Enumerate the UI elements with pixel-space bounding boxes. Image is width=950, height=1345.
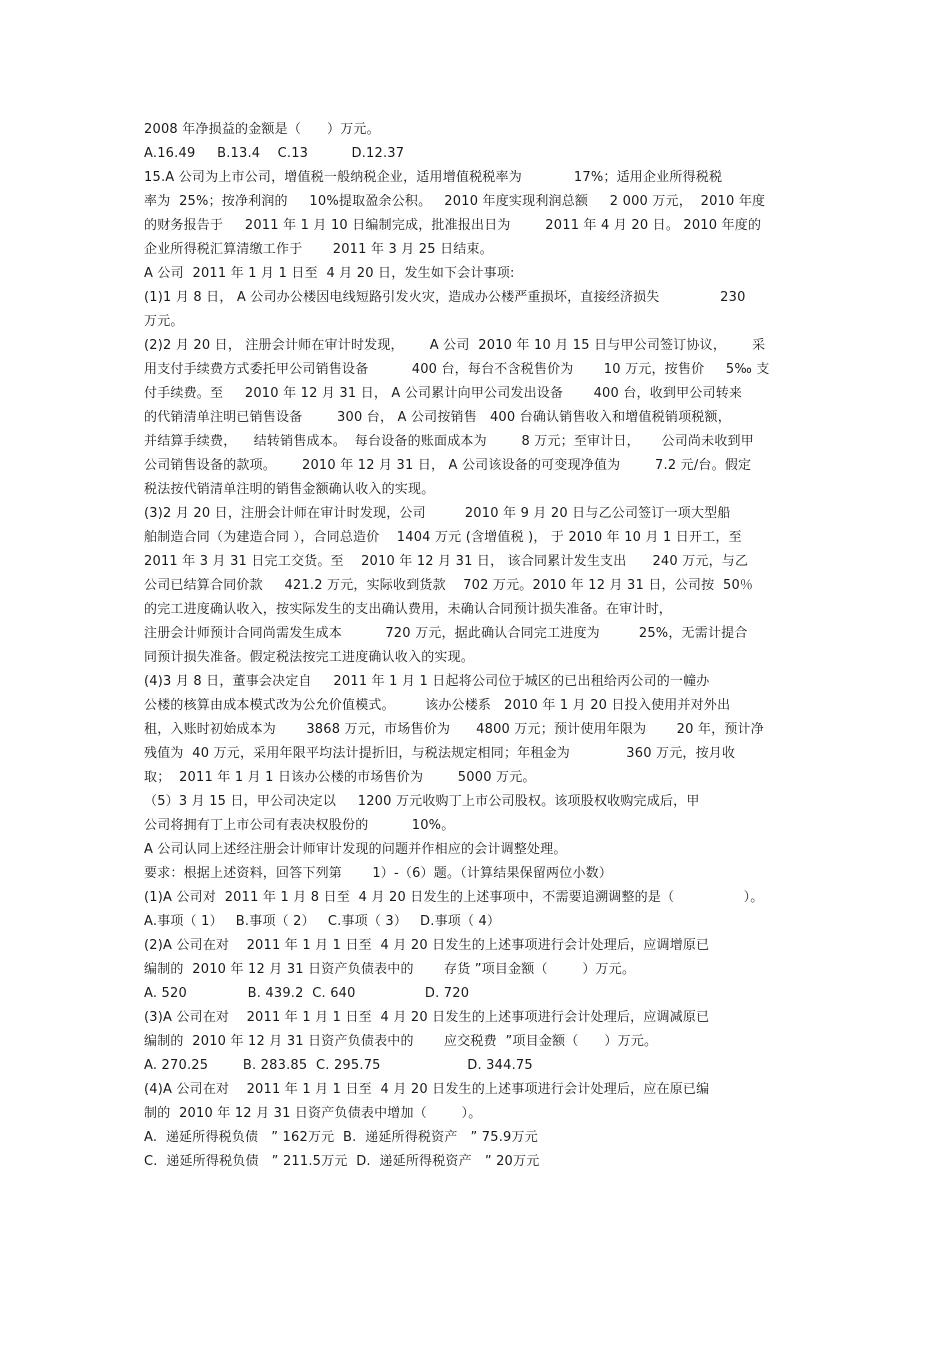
sub-question-4: 制的 2010 年 12 月 31 日资产负债表中增加（ ）。 xyxy=(144,1106,482,1121)
item-2-text: 用支付手续费方式委托甲公司销售设备 400 台，每台不含税售价为 10 万元，按售价 5‰ 支 xyxy=(144,362,770,377)
item-3-text: 公司已结算合同价款 421.2 万元，实际收到货款 702 万元。2010 年 12 月 31 日，公司按 50％ xyxy=(144,578,754,593)
document-body xyxy=(144,118,814,1174)
item-1-text: (1)1 月 8 日， A 公司办公楼因电线短路引发火灾，造成办公楼严重损坏，直接经济损失 230 xyxy=(144,290,746,305)
sub-question-3: (3)A 公司在对 2011 年 1 月 1 日至 4 月 20 日发生的上述事项进行会计处理后，应调减原已 xyxy=(144,1010,710,1025)
sub-question-2: (2)A 公司在对 2011 年 1 月 1 日至 4 月 20 日发生的上述事项进行会计处理后，应调增原已 xyxy=(144,938,710,953)
item-3-text: 同预计损失准备。假定税法按完工进度确认收入的实现。 xyxy=(144,650,475,665)
item-2-text: 的代销清单注明已销售设备 300 台， A 公司按销售 400 台确认销售收入和增值税销项税额， xyxy=(144,410,731,425)
item-2-text: 公司销售设备的款项。 2010 年 12 月 31 日， A 公司该设备的可变现净值为 7.2 元/台。假定 xyxy=(144,458,752,473)
sub-question-3: 编制的 2010 年 12 月 31 日资产负债表中的 应交税费 ”项目金额（ ）万元。 xyxy=(144,1034,658,1049)
item-3-text: (3)2 月 20 日，注册会计师在审计时发现，公司 2010 年 9 月 20 日与乙公司签订一项大型船 xyxy=(144,506,731,521)
text-line: A 公司认同上述经注册会计师审计发现的问题并作相应的会计调整处理。 xyxy=(144,842,567,857)
answer-options: A. 递延所得税负债 ” 162万元 B. 递延所得税资产 ” 75.9万元 xyxy=(144,1130,538,1145)
sub-question-2: 编制的 2010 年 12 月 31 日资产负债表中的 存货 ”项目金额（ ）万元。 xyxy=(144,962,636,977)
item-2-text: 并结算手续费， 结转销售成本。 每台设备的账面成本为 8 万元；至审计日， 公司尚未收到甲 xyxy=(144,434,754,449)
item-3-text: 注册会计师预计合同尚需发生成本 720 万元，据此确认合同完工进度为 25%，无需计提合 xyxy=(144,626,748,641)
question-text: 15.A 公司为上市公司，增值税一般纳税企业，适用增值税税率为 17%；适用企业所得税税 xyxy=(144,170,723,185)
text-line: A 公司 2011 年 1 月 1 日至 4 月 20 日，发生如下会计事项: xyxy=(144,266,515,281)
item-1-text: 万元。 xyxy=(144,314,184,329)
text-line: 2008 年净损益的金额是（ ）万元。 xyxy=(144,122,380,137)
item-2-text: 税法按代销清单注明的销售金额确认收入的实现。 xyxy=(144,482,435,497)
answer-options: A.16.49 B.13.4 C.13 D.12.37 xyxy=(144,146,405,161)
item-4-text: 租，入账时初始成本为 3868 万元，市场售价为 4800 万元；预计使用年限为 20 年，预计净 xyxy=(144,722,764,737)
item-4-text: 公楼的核算由成本模式改为公允价值模式。 该办公楼系 2010 年 1 月 20 日投入使用并对外出 xyxy=(144,698,731,713)
item-2-text: (2)2 月 20 日， 注册会计师在审计时发现， A 公司 2010 年 10 月 15 日与甲公司签订协议， 采 xyxy=(144,338,766,353)
sub-question-4: (4)A 公司在对 2011 年 1 月 1 日至 4 月 20 日发生的上述事项进行会计处理后，应在原已编 xyxy=(144,1082,710,1097)
item-3-text: 的完工进度确认收入，按实际发生的支出确认费用，未确认合同预计损失准备。在审计时， xyxy=(144,602,673,617)
requirement-text: 要求：根据上述资料，回答下列第 1）-（6）题。（计算结果保留两位小数） xyxy=(144,866,613,881)
question-text: 率为 25%；按净利润的 10%提取盈余公积。 2010 年度实现利润总额 2 000 万元， 2010 年度 xyxy=(144,194,766,209)
item-2-text: 付手续费。至 2010 年 12 月 31 日， A 公司累计向甲公司发出设备 400 台，收到甲公司转来 xyxy=(144,386,743,401)
item-4-text: 残值为 40 万元，采用年限平均法计提折旧，与税法规定相同；年租金为 360 万元，按月收 xyxy=(144,746,736,761)
sub-question-1: (1)A 公司对 2011 年 1 月 8 日至 4 月 20 日发生的上述事项中，不需要追溯调整的是（ ）。 xyxy=(144,890,764,905)
answer-options: A. 270.25 B. 283.85 C. 295.75 D. 344.75 xyxy=(144,1058,533,1073)
question-text: 的财务报告于 2011 年 1 月 10 日编制完成，批准报出日为 2011 年 4 月 20 日。 2010 年度的 xyxy=(144,218,762,233)
answer-options: A.事项（ 1） B.事项（ 2） C.事项（ 3） D.事项（ 4） xyxy=(144,914,501,929)
item-3-text: 2011 年 3 月 31 日完工交货。至 2010 年 12 月 31 日， 该合同累计发生支出 240 万元，与乙 xyxy=(144,554,749,569)
question-text: 企业所得税汇算清缴工作于 2011 年 3 月 25 日结束。 xyxy=(144,242,493,257)
item-4-text: (4)3 月 8 日，董事会决定自 2011 年 1 月 1 日起将公司位于城区的已出租给丙公司的一幢办 xyxy=(144,674,710,689)
item-5-text: 公司将拥有丁上市公司有表决权股份的 10%。 xyxy=(144,818,455,833)
item-4-text: 取； 2011 年 1 月 1 日该办公楼的市场售价为 5000 万元。 xyxy=(144,770,536,785)
item-3-text: 舶制造合同（为建造合同 ），合同总造价 1404 万元 (含增值税 )， 于 2010 年 10 月 1 日开工，至 xyxy=(144,530,742,545)
answer-options: A. 520 B. 439.2 C. 640 D. 720 xyxy=(144,986,470,1001)
answer-options: C. 递延所得税负债 ” 211.5万元 D. 递延所得税资产 ” 20万元 xyxy=(144,1154,540,1169)
item-5-text: （5）3 月 15 日，甲公司决定以 1200 万元收购丁上市公司股权。该项股权收购完成后，甲 xyxy=(144,794,700,809)
